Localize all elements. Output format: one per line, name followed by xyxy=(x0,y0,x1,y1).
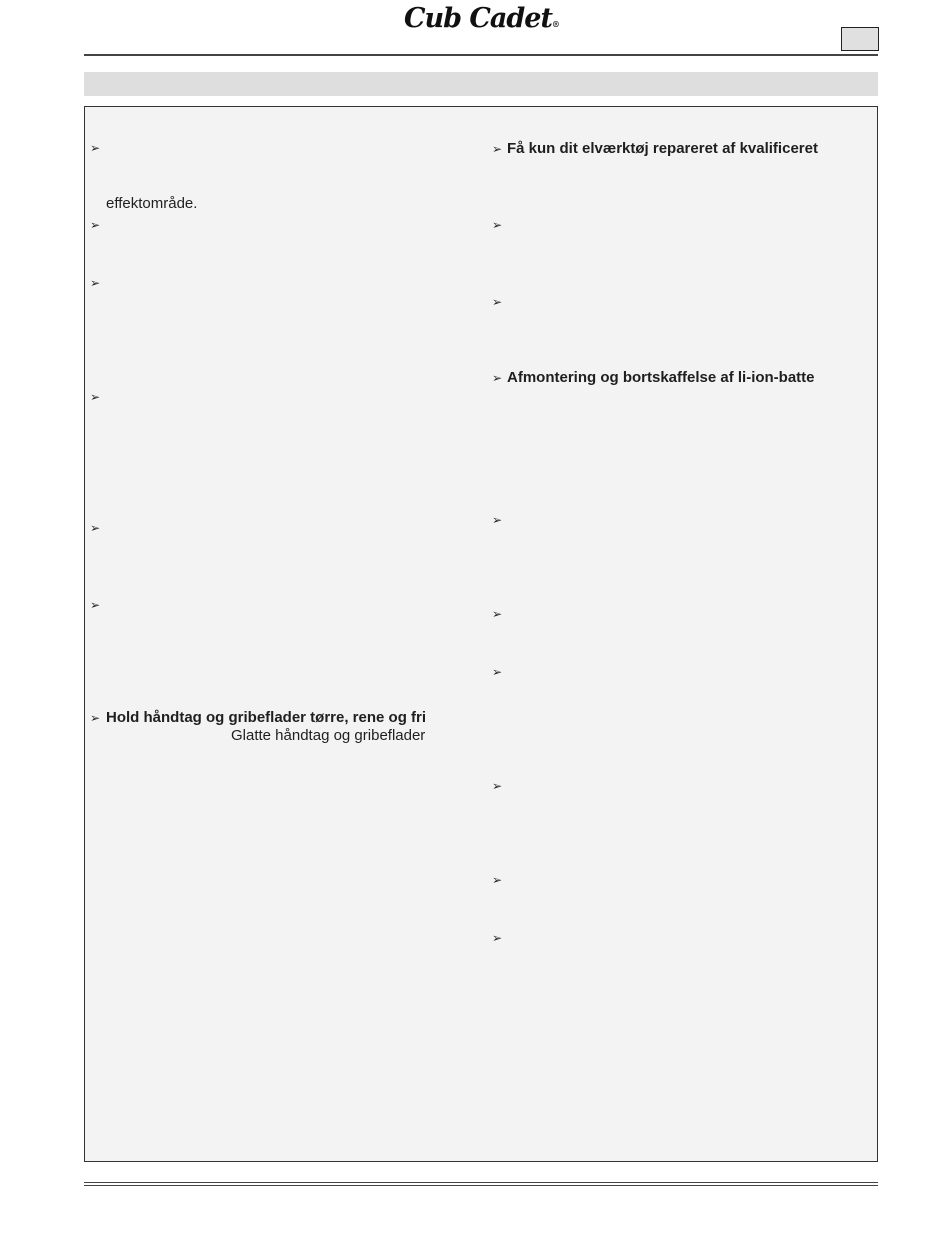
right-item-1-heading: Få kun dit elværktøj repareret af kvalificeret xyxy=(507,140,818,157)
arrowhead-bullet-icon: ➢ xyxy=(492,142,503,156)
left-item-1-continuation: effektområde. xyxy=(106,195,198,212)
cub-cadet-logo xyxy=(404,4,576,34)
left-item-7-heading: Hold håndtag og gribeflader tørre, rene og fri xyxy=(106,709,427,726)
footer-rule-top xyxy=(84,1182,878,1183)
arrowhead-bullet-icon: ➢ xyxy=(492,873,503,887)
right-item-4-heading: Afmontering og bortskaffelse af li-ion-batte xyxy=(507,369,815,386)
arrowhead-bullet-icon: ➢ xyxy=(492,665,503,679)
arrowhead-bullet-icon: ➢ xyxy=(492,371,503,385)
logo-registered-mark: ® xyxy=(551,19,560,29)
arrowhead-bullet-icon: ➢ xyxy=(492,295,503,309)
arrowhead-bullet-icon: ➢ xyxy=(492,607,503,621)
arrowhead-bullet-icon: ➢ xyxy=(90,521,101,535)
arrowhead-bullet-icon: ➢ xyxy=(90,218,101,232)
logo-text: Cub Cadet xyxy=(404,3,552,34)
arrowhead-bullet-icon: ➢ xyxy=(90,141,101,155)
arrowhead-bullet-icon: ➢ xyxy=(492,931,503,945)
content-panel xyxy=(84,106,878,1162)
section-title-band xyxy=(84,72,878,96)
arrowhead-bullet-icon: ➢ xyxy=(90,276,101,290)
left-item-7-body: Glatte håndtag og gribeflader xyxy=(231,727,426,744)
arrowhead-bullet-icon: ➢ xyxy=(492,779,503,793)
page-number-box xyxy=(841,27,879,51)
arrowhead-bullet-icon: ➢ xyxy=(90,390,101,404)
arrowhead-bullet-icon: ➢ xyxy=(492,513,503,527)
footer-rule-bottom xyxy=(84,1185,878,1186)
arrowhead-bullet-icon: ➢ xyxy=(492,218,503,232)
arrowhead-bullet-icon: ➢ xyxy=(90,711,101,725)
header-rule xyxy=(84,54,878,56)
arrowhead-bullet-icon: ➢ xyxy=(90,598,101,612)
